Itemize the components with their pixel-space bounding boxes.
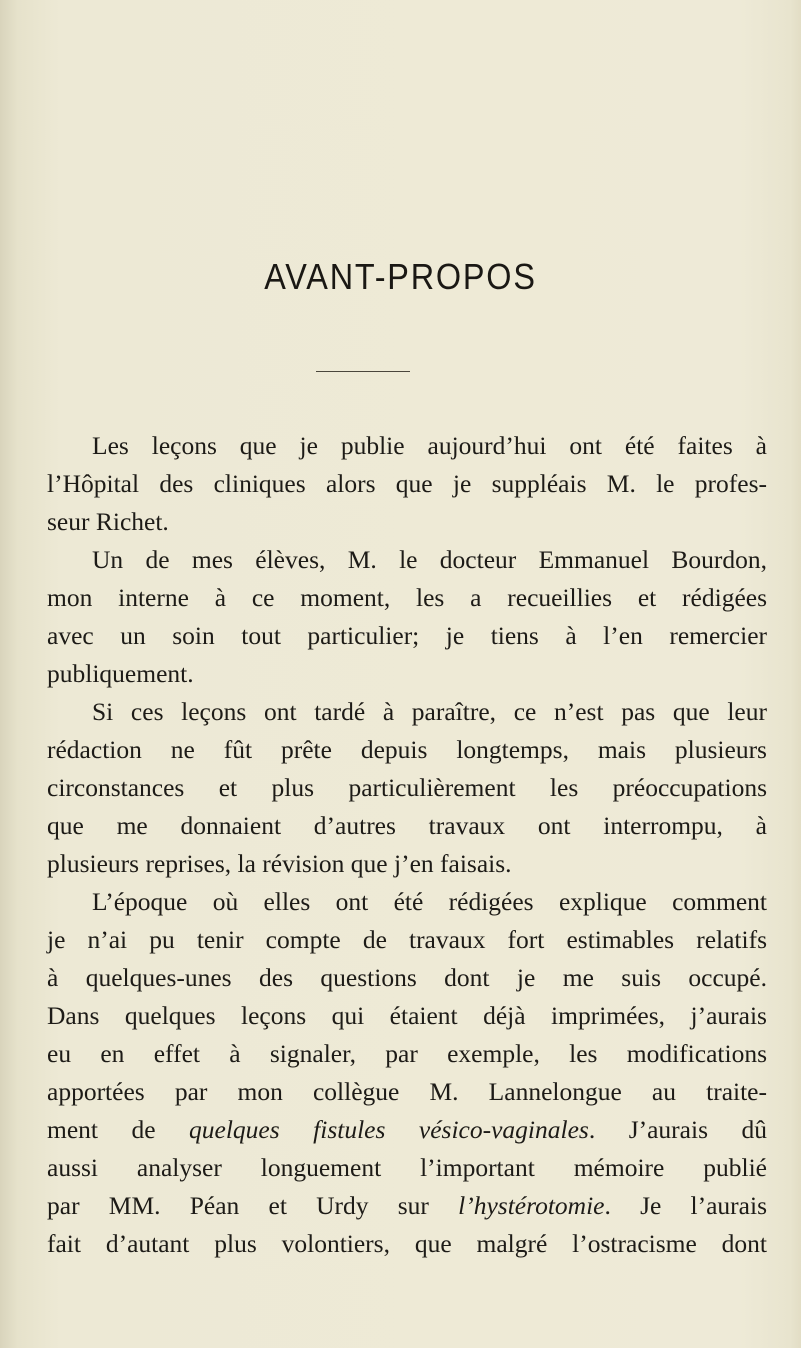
title-divider bbox=[316, 371, 410, 372]
text-line: avec un soin tout particulier; je tiens à l’en remercier bbox=[47, 621, 767, 650]
italic-title: l’hystérotomie bbox=[458, 1191, 605, 1220]
body-text bbox=[47, 427, 767, 1263]
page-title: AVANT-PROPOS bbox=[264, 256, 537, 297]
text-line: Dans quelques leçons qui étaient déjà imprimées, j’aurais bbox=[47, 1001, 767, 1030]
text-segment: . Je l’aurais bbox=[604, 1191, 767, 1220]
text-line: mon interne à ce moment, les a recueillies et rédigées bbox=[47, 583, 767, 612]
text-segment: ment de bbox=[47, 1115, 190, 1144]
text-line: L’époque où elles ont été rédigées explique comment bbox=[92, 887, 767, 916]
text-line: seur Richet. bbox=[47, 507, 169, 536]
italic-title: quelques fistules vésico-vaginales bbox=[189, 1115, 589, 1144]
text-line: à quelques-unes des questions dont je me suis occupé. bbox=[47, 963, 767, 992]
text-line: l’Hôpital des cliniques alors que je suppléais M. le profes- bbox=[47, 469, 767, 498]
text-line: que me donnaient d’autres travaux ont interrompu, à bbox=[47, 811, 767, 840]
text-line: publiquement. bbox=[47, 659, 194, 688]
text-line: rédaction ne fût prête depuis longtemps, mais plusieurs bbox=[47, 735, 767, 764]
text-line: apportées par mon collègue M. Lannelongue au traite- bbox=[47, 1077, 767, 1106]
text-line: Un de mes élèves, M. le docteur Emmanuel Bourdon, bbox=[92, 545, 767, 574]
text-line bbox=[47, 1111, 767, 1149]
text-line: eu en effet à signaler, par exemple, les modifications bbox=[47, 1039, 767, 1068]
text-line: plusieurs reprises, la révision que j’en faisais. bbox=[47, 849, 512, 878]
text-segment: par MM. Péan et Urdy sur bbox=[47, 1191, 459, 1220]
text-line: Les leçons que je publie aujourd’hui ont été faites à bbox=[92, 431, 767, 460]
text-line bbox=[47, 1187, 767, 1225]
text-line: circonstances et plus particulièrement les préoccupations bbox=[47, 773, 767, 802]
text-line: fait d’autant plus volontiers, que malgré l’ostracisme dont bbox=[47, 1229, 767, 1258]
text-line: je n’ai pu tenir compte de travaux fort estimables relatifs bbox=[47, 925, 767, 954]
text-segment: . J’aurais dû bbox=[588, 1115, 767, 1144]
text-line: Si ces leçons ont tardé à paraître, ce n’est pas que leur bbox=[92, 697, 767, 726]
text-line: aussi analyser longuement l’important mémoire publié bbox=[47, 1153, 767, 1182]
